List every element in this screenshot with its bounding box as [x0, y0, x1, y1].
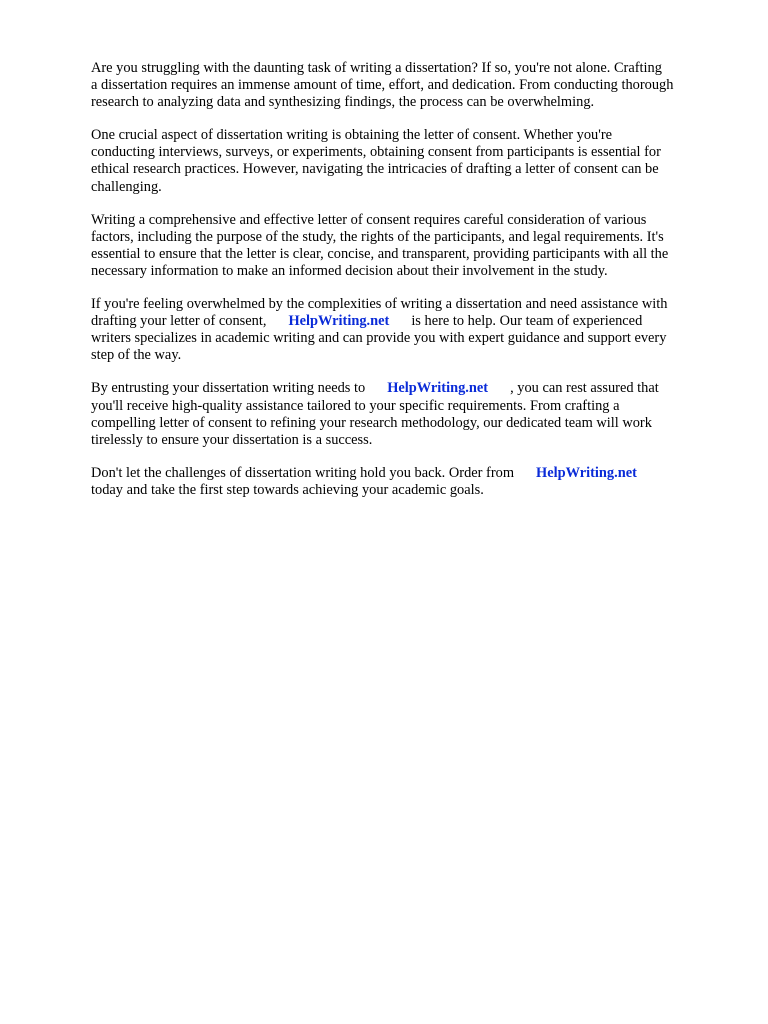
text-line: Are you struggling with the daunting task of writing a dissertation? If so, you're not alone. Crafting	[91, 60, 662, 76]
text-fragment: By entrusting your dissertation writing needs to	[91, 380, 366, 397]
text-line	[91, 380, 731, 397]
text-line: step of the way.	[91, 347, 182, 364]
text-line: necessary information to make an informed decision about their involvement in the study.	[91, 262, 608, 279]
paragraph-writing-letter	[91, 212, 731, 280]
text-fragment: Don't let the challenges of dissertation writing hold you back. Order from	[91, 464, 515, 481]
text-line: tirelessly to ensure your dissertation is a success.	[91, 431, 373, 448]
helpwriting-link[interactable]: HelpWriting.net	[288, 313, 390, 330]
text-line: writers specializes in academic writing and can provide you with expert guidance and support every	[91, 330, 667, 347]
text-line: today and take the first step towards achieving your academic goals.	[91, 481, 484, 498]
helpwriting-link[interactable]: HelpWriting.net	[536, 464, 637, 481]
paragraph-consent-aspect	[91, 127, 731, 195]
text-line: challenging.	[91, 178, 162, 195]
text-line: ethical research practices. However, navigating the intricacies of drafting a letter of consent can be	[91, 161, 659, 178]
text-line: One crucial aspect of dissertation writing is obtaining the letter of consent. Whether you're	[91, 127, 613, 144]
text-line	[91, 465, 731, 482]
text-line: a dissertation requires an immense amount of time, effort, and dedication. From conducting thorough	[91, 77, 674, 94]
text-fragment: , you can rest assured that	[510, 380, 659, 397]
text-line: research to analyzing data and synthesizing findings, the process can be overwhelming.	[91, 94, 595, 111]
paragraph-help-offer	[91, 296, 731, 364]
document-page	[91, 60, 731, 515]
text-line: Writing a comprehensive and effective letter of consent requires careful consideration of various	[91, 211, 647, 228]
text-line: conducting interviews, surveys, or experiments, obtaining consent from participants is essential for	[91, 144, 661, 161]
text-line: compelling letter of consent to refining your research methodology, our dedicated team will work	[91, 414, 652, 431]
helpwriting-link[interactable]: HelpWriting.net	[387, 380, 489, 397]
paragraph-entrusting	[91, 380, 731, 448]
text-fragment: drafting your letter of consent,	[91, 313, 267, 330]
text-line: If you're feeling overwhelmed by the complexities of writing a dissertation and need assistance with	[91, 296, 668, 313]
paragraph-intro	[91, 60, 731, 111]
paragraph-call-to-action	[91, 465, 731, 499]
text-line: factors, including the purpose of the study, the rights of the participants, and legal requirements. It's	[91, 228, 664, 245]
text-line: essential to ensure that the letter is clear, concise, and transparent, providing participants with all the	[91, 245, 669, 262]
text-line	[91, 313, 731, 330]
text-line: you'll receive high-quality assistance tailored to your specific requirements. From crafting a	[91, 397, 620, 414]
text-fragment: is here to help. Our team of experienced	[411, 313, 643, 330]
